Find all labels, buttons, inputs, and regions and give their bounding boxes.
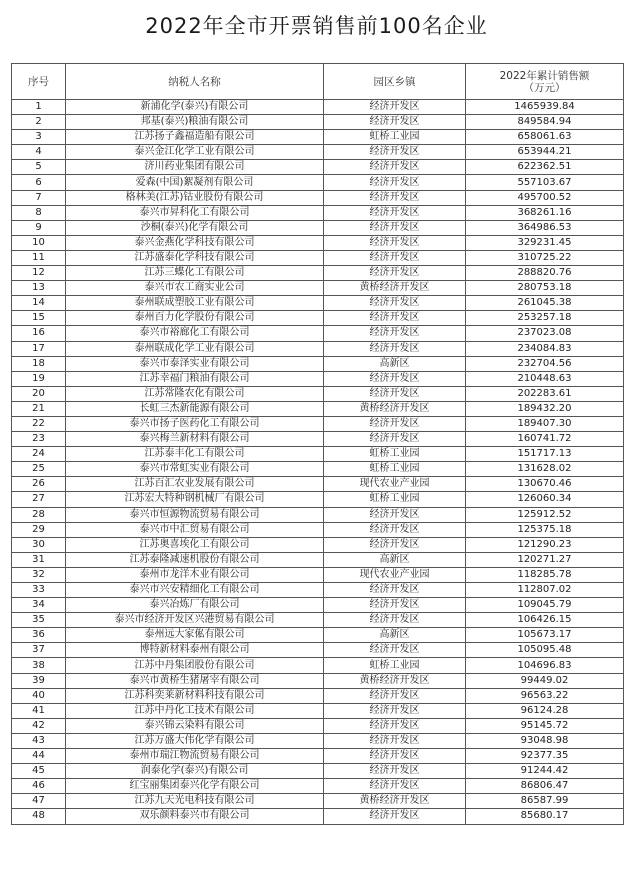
cell-zone: 经济开发区 (324, 507, 466, 522)
cell-zone: 经济开发区 (324, 220, 466, 235)
cell-sales: 210448.63 (466, 371, 624, 386)
cell-zone: 经济开发区 (324, 250, 466, 265)
header-sales-line1: 2022年累计销售额 (499, 69, 590, 82)
table-row (12, 311, 624, 326)
table-row (12, 100, 624, 115)
header-sales (466, 64, 624, 100)
cell-no: 22 (12, 416, 66, 431)
cell-name: 江苏奥喜埃化工有限公司 (66, 537, 324, 552)
cell-sales: 364986.53 (466, 220, 624, 235)
table-row (12, 628, 624, 643)
cell-name: 江苏盛泰化学科技有限公司 (66, 250, 324, 265)
cell-zone: 经济开发区 (324, 643, 466, 658)
table-row (12, 809, 624, 824)
cell-name: 泰兴市中汇贸易有限公司 (66, 522, 324, 537)
cell-zone: 现代农业产业园 (324, 567, 466, 582)
cell-sales: 253257.18 (466, 311, 624, 326)
table-row (12, 492, 624, 507)
page-title: 2022年全市开票销售前100名企业 (145, 14, 488, 38)
cell-sales: 280753.18 (466, 281, 624, 296)
cell-no: 9 (12, 220, 66, 235)
cell-no: 21 (12, 401, 66, 416)
table-row (12, 673, 624, 688)
cell-sales: 310725.22 (466, 250, 624, 265)
cell-no: 40 (12, 688, 66, 703)
cell-zone: 经济开发区 (324, 311, 466, 326)
cell-no: 43 (12, 733, 66, 748)
table-row (12, 386, 624, 401)
cell-name: 江苏宏大特种钢机械厂有限公司 (66, 492, 324, 507)
cell-zone: 经济开发区 (324, 583, 466, 598)
cell-name: 江苏科奕莱新材料科技有限公司 (66, 688, 324, 703)
table-row (12, 733, 624, 748)
cell-name: 泰兴市昇科化工有限公司 (66, 205, 324, 220)
cell-zone: 经济开发区 (324, 703, 466, 718)
cell-no: 28 (12, 507, 66, 522)
cell-no: 34 (12, 598, 66, 613)
cell-no: 7 (12, 190, 66, 205)
table-row (12, 552, 624, 567)
table-row (12, 356, 624, 371)
cell-sales: 125375.18 (466, 522, 624, 537)
header-zone: 园区乡镇 (324, 64, 466, 100)
cell-no: 17 (12, 341, 66, 356)
cell-name: 泰兴市泰泽实业有限公司 (66, 356, 324, 371)
cell-no: 2 (12, 115, 66, 130)
cell-zone: 黄桥经济开发区 (324, 401, 466, 416)
cell-zone: 经济开发区 (324, 175, 466, 190)
cell-no: 46 (12, 779, 66, 794)
cell-no: 26 (12, 477, 66, 492)
cell-sales: 85680.17 (466, 809, 624, 824)
cell-sales: 658061.63 (466, 130, 624, 145)
cell-no: 24 (12, 447, 66, 462)
table-row (12, 718, 624, 733)
table-row (12, 115, 624, 130)
cell-name: 泰兴市常虹实业有限公司 (66, 462, 324, 477)
cell-no: 42 (12, 718, 66, 733)
cell-sales: 849584.94 (466, 115, 624, 130)
cell-zone: 经济开发区 (324, 160, 466, 175)
table-row (12, 326, 624, 341)
cell-sales: 126060.34 (466, 492, 624, 507)
header-name: 纳税人名称 (66, 64, 324, 100)
cell-sales: 105095.48 (466, 643, 624, 658)
cell-no: 3 (12, 130, 66, 145)
cell-name: 泰兴市经济开发区兴港贸易有限公司 (66, 613, 324, 628)
cell-name: 江苏常隆农化有限公司 (66, 386, 324, 401)
cell-sales: 495700.52 (466, 190, 624, 205)
cell-no: 4 (12, 145, 66, 160)
cell-zone: 经济开发区 (324, 115, 466, 130)
table-row (12, 583, 624, 598)
cell-zone: 经济开发区 (324, 718, 466, 733)
cell-zone: 经济开发区 (324, 779, 466, 794)
cell-no: 19 (12, 371, 66, 386)
cell-no: 1 (12, 100, 66, 115)
cell-name: 泰兴市兴安精细化工有限公司 (66, 583, 324, 598)
cell-name: 江苏百汇农业发展有限公司 (66, 477, 324, 492)
table-row (12, 643, 624, 658)
cell-name: 润泰化学(泰兴)有限公司 (66, 764, 324, 779)
cell-no: 14 (12, 296, 66, 311)
cell-no: 20 (12, 386, 66, 401)
cell-zone: 经济开发区 (324, 688, 466, 703)
cell-sales: 99449.02 (466, 673, 624, 688)
cell-no: 18 (12, 356, 66, 371)
table-row (12, 401, 624, 416)
cell-no: 8 (12, 205, 66, 220)
cell-sales: 232704.56 (466, 356, 624, 371)
cell-no: 29 (12, 522, 66, 537)
cell-sales: 131628.02 (466, 462, 624, 477)
cell-sales: 189432.20 (466, 401, 624, 416)
table-row (12, 220, 624, 235)
table-row (12, 416, 624, 431)
header-no: 序号 (12, 64, 66, 100)
cell-zone: 经济开发区 (324, 296, 466, 311)
cell-name: 沙桐(泰兴)化学有限公司 (66, 220, 324, 235)
cell-no: 44 (12, 749, 66, 764)
cell-zone: 经济开发区 (324, 749, 466, 764)
cell-zone: 经济开发区 (324, 266, 466, 281)
cell-no: 15 (12, 311, 66, 326)
cell-zone: 经济开发区 (324, 145, 466, 160)
cell-zone: 经济开发区 (324, 598, 466, 613)
cell-zone: 经济开发区 (324, 341, 466, 356)
cell-name: 泰兴市黄桥生猪屠宰有限公司 (66, 673, 324, 688)
cell-zone: 经济开发区 (324, 522, 466, 537)
cell-sales: 130670.46 (466, 477, 624, 492)
cell-sales: 288820.76 (466, 266, 624, 281)
table-row (12, 613, 624, 628)
cell-sales: 125912.52 (466, 507, 624, 522)
cell-sales: 653944.21 (466, 145, 624, 160)
cell-name: 泰兴锦云染料有限公司 (66, 718, 324, 733)
cell-no: 47 (12, 794, 66, 809)
cell-zone: 经济开发区 (324, 326, 466, 341)
table-body (12, 100, 624, 825)
cell-name: 爱森(中国)絮凝剂有限公司 (66, 175, 324, 190)
table-row (12, 296, 624, 311)
cell-zone: 高新区 (324, 356, 466, 371)
cell-name: 长虹三杰新能源有限公司 (66, 401, 324, 416)
cell-zone: 经济开发区 (324, 190, 466, 205)
cell-sales: 105673.17 (466, 628, 624, 643)
cell-name: 江苏三蝶化工有限公司 (66, 266, 324, 281)
cell-sales: 329231.45 (466, 235, 624, 250)
cell-no: 10 (12, 235, 66, 250)
cell-name: 泰兴金燕化学科技有限公司 (66, 235, 324, 250)
cell-no: 25 (12, 462, 66, 477)
table-row (12, 507, 624, 522)
table-row (12, 749, 624, 764)
cell-name: 泰州联成化学工业有限公司 (66, 341, 324, 356)
cell-name: 双乐颜料泰兴市有限公司 (66, 809, 324, 824)
cell-zone: 虹桥工业园 (324, 658, 466, 673)
cell-no: 45 (12, 764, 66, 779)
header-sales-line2: （万元） (523, 81, 566, 94)
cell-sales: 160741.72 (466, 432, 624, 447)
cell-sales: 93048.98 (466, 733, 624, 748)
cell-no: 11 (12, 250, 66, 265)
cell-sales: 106426.15 (466, 613, 624, 628)
table-row (12, 145, 624, 160)
table-row (12, 703, 624, 718)
cell-no: 32 (12, 567, 66, 582)
cell-zone: 黄桥经济开发区 (324, 673, 466, 688)
cell-name: 泰兴市扬子医药化工有限公司 (66, 416, 324, 431)
cell-no: 39 (12, 673, 66, 688)
cell-no: 38 (12, 658, 66, 673)
cell-zone: 经济开发区 (324, 809, 466, 824)
cell-no: 36 (12, 628, 66, 643)
cell-name: 泰兴市裕廊化工有限公司 (66, 326, 324, 341)
cell-zone: 虹桥工业园 (324, 130, 466, 145)
cell-zone: 经济开发区 (324, 764, 466, 779)
table-row (12, 250, 624, 265)
cell-zone: 经济开发区 (324, 416, 466, 431)
cell-no: 41 (12, 703, 66, 718)
cell-name: 江苏中丹化工技术有限公司 (66, 703, 324, 718)
cell-zone: 高新区 (324, 628, 466, 643)
cell-sales: 557103.67 (466, 175, 624, 190)
cell-zone: 虹桥工业园 (324, 462, 466, 477)
cell-no: 23 (12, 432, 66, 447)
cell-sales: 261045.38 (466, 296, 624, 311)
cell-zone: 经济开发区 (324, 537, 466, 552)
cell-sales: 622362.51 (466, 160, 624, 175)
cell-name: 泰兴市农工商实业公司 (66, 281, 324, 296)
cell-name: 泰兴金江化学工业有限公司 (66, 145, 324, 160)
table-row (12, 130, 624, 145)
table-row (12, 281, 624, 296)
cell-name: 泰州百力化学股份有限公司 (66, 311, 324, 326)
cell-zone: 黄桥经济开发区 (324, 281, 466, 296)
table-row (12, 266, 624, 281)
table-row (12, 190, 624, 205)
cell-zone: 经济开发区 (324, 205, 466, 220)
table-row (12, 764, 624, 779)
cell-no: 35 (12, 613, 66, 628)
cell-name: 江苏万盛大伟化学有限公司 (66, 733, 324, 748)
table-row (12, 522, 624, 537)
cell-name: 格林美(江苏)钴业股份有限公司 (66, 190, 324, 205)
cell-sales: 96563.22 (466, 688, 624, 703)
table-row (12, 688, 624, 703)
cell-zone: 经济开发区 (324, 432, 466, 447)
cell-sales: 86806.47 (466, 779, 624, 794)
cell-name: 邦基(泰兴)粮油有限公司 (66, 115, 324, 130)
cell-zone: 现代农业产业园 (324, 477, 466, 492)
cell-sales: 151717.13 (466, 447, 624, 462)
cell-zone: 经济开发区 (324, 386, 466, 401)
table-row (12, 779, 624, 794)
cell-name: 江苏泰隆减速机股份有限公司 (66, 552, 324, 567)
cell-sales: 118285.78 (466, 567, 624, 582)
cell-name: 济川药业集团有限公司 (66, 160, 324, 175)
cell-no: 16 (12, 326, 66, 341)
cell-sales: 121290.23 (466, 537, 624, 552)
cell-sales: 95145.72 (466, 718, 624, 733)
cell-name: 江苏九天光电科技有限公司 (66, 794, 324, 809)
cell-name: 泰州市瑞江物流贸易有限公司 (66, 749, 324, 764)
cell-no: 37 (12, 643, 66, 658)
cell-name: 泰兴市恒源物流贸易有限公司 (66, 507, 324, 522)
cell-sales: 109045.79 (466, 598, 624, 613)
cell-name: 新浦化学(泰兴)有限公司 (66, 100, 324, 115)
ranking-table (11, 63, 624, 825)
cell-name: 红宝丽集团泰兴化学有限公司 (66, 779, 324, 794)
cell-zone: 经济开发区 (324, 733, 466, 748)
cell-sales: 237023.08 (466, 326, 624, 341)
table-row (12, 160, 624, 175)
cell-sales: 368261.16 (466, 205, 624, 220)
cell-zone: 虹桥工业园 (324, 492, 466, 507)
table-row (12, 567, 624, 582)
cell-sales: 92377.35 (466, 749, 624, 764)
table-row (12, 537, 624, 552)
cell-zone: 黄桥经济开发区 (324, 794, 466, 809)
cell-sales: 234084.83 (466, 341, 624, 356)
cell-sales: 202283.61 (466, 386, 624, 401)
table-row (12, 341, 624, 356)
table-row (12, 794, 624, 809)
cell-name: 江苏中丹集团股份有限公司 (66, 658, 324, 673)
table-row (12, 371, 624, 386)
cell-zone: 经济开发区 (324, 613, 466, 628)
cell-zone: 经济开发区 (324, 100, 466, 115)
cell-no: 33 (12, 583, 66, 598)
cell-zone: 经济开发区 (324, 371, 466, 386)
cell-sales: 86587.99 (466, 794, 624, 809)
cell-name: 泰兴冶炼厂有限公司 (66, 598, 324, 613)
cell-sales: 120271.27 (466, 552, 624, 567)
cell-name: 泰兴梅兰新材料有限公司 (66, 432, 324, 447)
cell-zone: 虹桥工业园 (324, 447, 466, 462)
table-row (12, 175, 624, 190)
table-row (12, 658, 624, 673)
cell-sales: 104696.83 (466, 658, 624, 673)
cell-name: 博特新材料泰州有限公司 (66, 643, 324, 658)
cell-no: 31 (12, 552, 66, 567)
cell-zone: 经济开发区 (324, 235, 466, 250)
cell-no: 12 (12, 266, 66, 281)
cell-sales: 91244.42 (466, 764, 624, 779)
cell-no: 48 (12, 809, 66, 824)
cell-sales: 1465939.84 (466, 100, 624, 115)
cell-no: 30 (12, 537, 66, 552)
cell-zone: 高新区 (324, 552, 466, 567)
table-row (12, 447, 624, 462)
cell-sales: 96124.28 (466, 703, 624, 718)
cell-sales: 112807.02 (466, 583, 624, 598)
table-row (12, 598, 624, 613)
cell-sales: 189407.30 (466, 416, 624, 431)
cell-name: 泰州联成塑胶工业有限公司 (66, 296, 324, 311)
cell-name: 泰州市龙洋木业有限公司 (66, 567, 324, 582)
table-header-row (12, 64, 624, 100)
table-row (12, 462, 624, 477)
cell-no: 5 (12, 160, 66, 175)
table-row (12, 235, 624, 250)
cell-name: 江苏幸福门粮油有限公司 (66, 371, 324, 386)
table-row (12, 205, 624, 220)
cell-name: 泰州远大家俬有限公司 (66, 628, 324, 643)
cell-no: 27 (12, 492, 66, 507)
table-row (12, 477, 624, 492)
cell-name: 江苏泰丰化工有限公司 (66, 447, 324, 462)
cell-no: 13 (12, 281, 66, 296)
table-row (12, 432, 624, 447)
cell-name: 江苏扬子鑫福造船有限公司 (66, 130, 324, 145)
cell-no: 6 (12, 175, 66, 190)
